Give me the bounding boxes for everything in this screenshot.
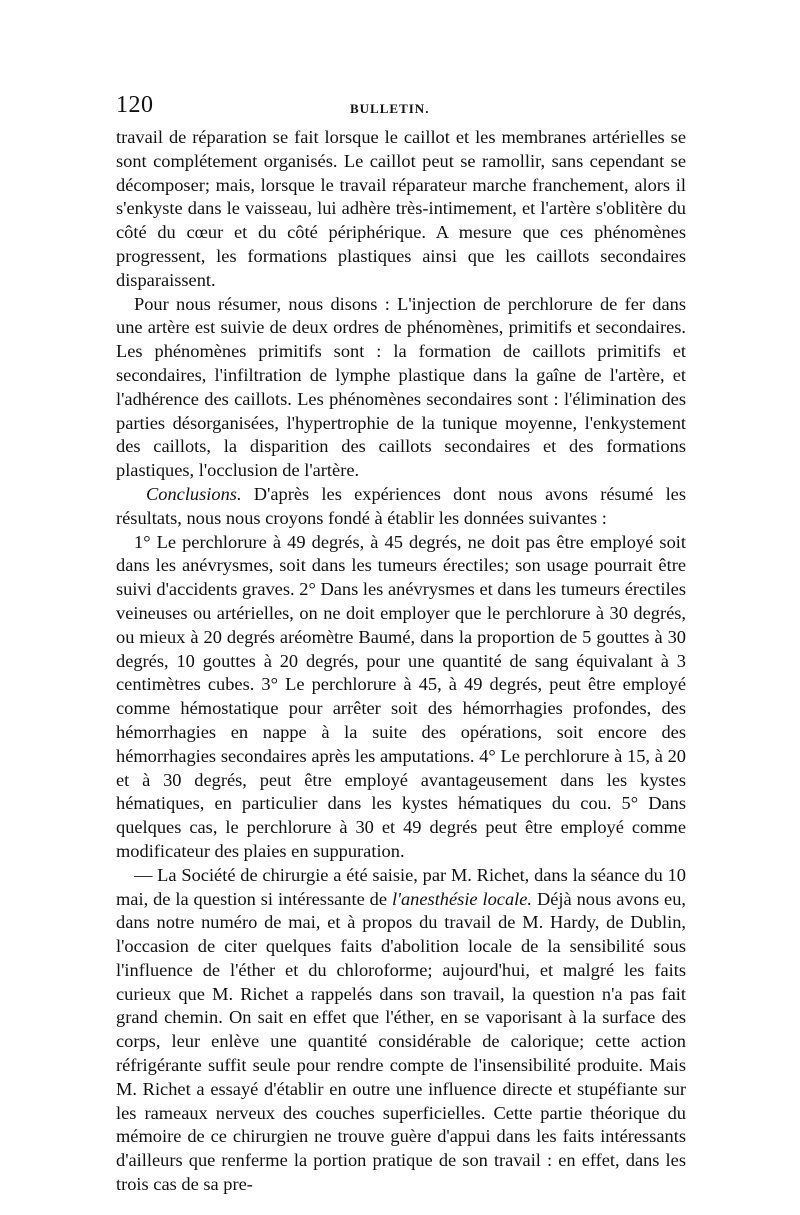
anesthesia-text-before: — La Société de chirurgie a été saisie, par M. Richet, dans la séance du 10 mai, de la question si intéressante de <box>116 864 686 909</box>
paragraph-local-anesthesia <box>116 864 686 1197</box>
paragraph-conclusions-intro <box>116 483 686 531</box>
paragraph-conclusions-list: 1° Le perchlorure à 49 degrés, à 45 degrés, ne doit pas être employé soit dans les anévrysmes, soit dans les tumeurs érectiles; son usage pourrait être suivi d'accidents graves. 2° Dans les anévrysmes et dans les tumeurs érectiles veineuses ou artérielles, on ne doit employer que le perchlorure à 30 degrés, ou mieux à 20 degrés aréomètre Baumé, dans la proportion de 5 gouttes à 30 degrés, 10 gouttes à 20 degrés, pour une quantité de sang équivalant à 3 centimètres cubes. 3° Le perchlorure à 45, à 49 degrés, peut être employé comme hémostatique pour arrêter soit des hémorrhagies profondes, des hémorrhagies en nappe à la suite des opérations, soit encore des hémorrhagies secondaires après les amputations. 4° Le perchlorure à 15, à 20 et à 30 degrés, peut être employé avantageusement dans les kystes hématiques, en particulier dans les kystes hématiques du cou. 5° Dans quelques cas, le perchlorure à 30 et 49 degrés peut être employé comme modificateur des plaies en suppuration. <box>116 531 686 861</box>
anesthesia-text-after: Déjà nous avons eu, dans notre numéro de mai, et à propos du travail de M. Hardy, de Dublin, l'occasion de citer quelques faits d'abolition locale de la sensibilité sous l'influence de l'éther et du chloroforme; aujourd'hui, et malgré les faits curieux que M. Richet a rappelés dans son travail, la question n'a pas fait grand chemin. On sait en effet que l'éther, en se vaporisant à la surface des corps, leur enlève une quantité considérable de calorique; cette action réfrigérante suffit seule pour rendre compte de l'insensibilité produite. Mais M. Richet a essayé d'établir en outre une influence directe et stupéfiante sur les rameaux nerveux des couches superficielles. Cette partie théorique du mémoire de ce chirurgien ne trouve guère d'appui dans les faits intéressants d'ailleurs que renferme la portion pratique de son travail : en effet, dans les trois cas de sa pre- <box>116 888 686 1195</box>
paragraph-summary: Pour nous résumer, nous disons : L'injection de perchlorure de fer dans une artère est suivie de deux ordres de phénomènes, primitifs et secondaires. Les phénomènes primitifs sont : la formation de caillots primitifs et secondaires, l'infiltration de lymphe plastique dans la gaîne de l'artère, et l'adhérence des caillots. Les phénomènes secondaires sont : l'élimination des parties désorganisées, l'hypertrophie de la tunique moyenne, l'enkystement des caillots, la disparition des caillots secondaires et des formations plastiques, l'occlusion de l'artère. <box>116 293 686 481</box>
paragraph-repair-process: travail de réparation se fait lorsque le caillot et les membranes artérielles se sont complétement organisés. Le caillot peut se ramollir, sans cependant se décomposer; mais, lorsque le travail réparateur marche franchement, alors il s'enkyste dans le vaisseau, lui adhère très-intimement, et l'artère s'oblitère du côté du cœur et du côté périphérique. A mesure que ces phénomènes progressent, les formations plastiques ainsi que les caillots secondaires disparaissent. <box>116 127 686 290</box>
page-number: 120 <box>116 92 154 118</box>
conclusions-intro-text: D'après les expériences dont nous avons résumé les résultats, nous nous croyons fondé à établir les données suivantes : <box>116 483 686 528</box>
body-text <box>116 126 686 1197</box>
book-page <box>116 92 686 1197</box>
anesthesia-term: l'anesthésie locale. <box>391 888 533 909</box>
conclusions-label: Conclusions. <box>146 483 242 504</box>
running-title: BULLETIN. <box>350 101 430 116</box>
page-header <box>116 92 686 126</box>
